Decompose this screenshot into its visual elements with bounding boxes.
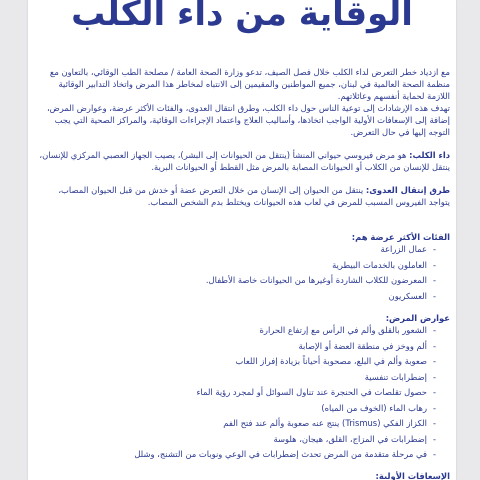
definition-paragraph — [36, 149, 450, 173]
document-page — [28, 0, 456, 480]
list-item: - الشعور بالقلق وألم في الرأس مع إرتفاع الحرارة — [36, 324, 436, 336]
symptoms-list — [36, 324, 450, 460]
page-title: الوقاية من داء الكلب — [71, 0, 413, 34]
intro-paragraph-2: تهدف هذه الإرشادات إلى توعية الناس حول داء الكلب، وطرق انتقال العدوى، والفئات الأكثر عرضة، وعوارض المرض، إضافة إلى الإسعافات الأولية الواجب اتخاذها، وأساليب العلاج واعتماد الإجراءات الوقائية، والمراكز الصحية التي يجب التوجه إليها في حال التعرض. — [46, 103, 450, 137]
definition-label: داء الكلب: — [409, 150, 450, 160]
list-item: - العسكريون — [36, 290, 436, 302]
risk-groups-section — [36, 231, 450, 305]
transmission-paragraph — [36, 184, 450, 208]
list-item: - ألم ووخز في منطقة العضة أو الإصابة — [36, 340, 436, 352]
list-item: - المعرضون للكلاب الشاردة أوغيرها من الحيوانات خاصة الأطفال. — [36, 274, 436, 286]
spacer — [36, 173, 450, 184]
spacer — [36, 138, 450, 149]
first-aid-section — [36, 470, 450, 480]
transmission-label: طرق إنتقال العدوى: — [365, 185, 450, 195]
definition-text: هو مرض فيروسي حيواني المنشأ (ينتقل من الحيوانات إلى البشر)، يصيب الجهاز العصبي المركزي للإنسان، ينتقل للإنسان من الكلاب أو الحيوانات المصابة بالمرض مثل القطط أو الحيوانات البرية. — [39, 150, 450, 172]
list-item: - إضطرابات في المزاج، القلق، هيجان، هلوسة — [36, 433, 436, 445]
intro-section — [36, 66, 450, 208]
symptoms-title: عوارض المرض: — [385, 313, 450, 323]
symptoms-section — [36, 312, 450, 464]
list-item: - صعوبة وألم في البلع، مصحوبة أحياناً بزيادة إفراز اللعاب — [36, 355, 436, 367]
list-item: - عمال الزراعة — [36, 243, 436, 255]
list-item: - الكزاز الفكي (Trismus) ينتج عنه صعوبة وألم عند فتح الفم — [36, 417, 436, 429]
list-item: - العاملون بالخدمات البيطرية — [36, 259, 436, 271]
list-item: - حصول تقلصات في الحنجرة عند تناول السوائل أو لمجرد رؤية الماء — [36, 386, 436, 398]
risk-groups-title: الفئات الأكثر عرضة هم: — [351, 232, 450, 242]
intro-paragraph-1: مع ازدياد خطر التعرض لداء الكلب خلال فصل الصيف، تدعو وزارة الصحة العامة / مصلحة الطب الوقائي، بالتعاون مع منظمة الصحة العالمية في لبنان، جميع المواطنين والمقيمين إلى الانتباه لمخاطر هذا المرض واتخاذ التدابير الوقائية اللازمة لحماية أنفسهم وعائلاتهم. — [49, 67, 450, 101]
list-item: - رهاب الماء (الخوف من المياه) — [36, 402, 436, 414]
list-item: - في مرحلة متقدمة من المرض تحدث إضطرابات في الوعي ونوبات من التشنج، وشلل — [36, 448, 436, 460]
transmission-text: ينتقل من الحيوان إلى الإنسان من خلال التعرض عضة أو خدش من قبل الحيوان المصاب، يتواجد الفيروس المسبب للمرض في لعاب هذه الحيوانات ويختلط بدم الشخص المصاب. — [58, 185, 450, 207]
first-aid-title: الإسعافات الأولية: — [375, 471, 450, 480]
risk-groups-list — [36, 243, 450, 302]
list-item: - إضطرابات تنفسية — [36, 371, 436, 383]
